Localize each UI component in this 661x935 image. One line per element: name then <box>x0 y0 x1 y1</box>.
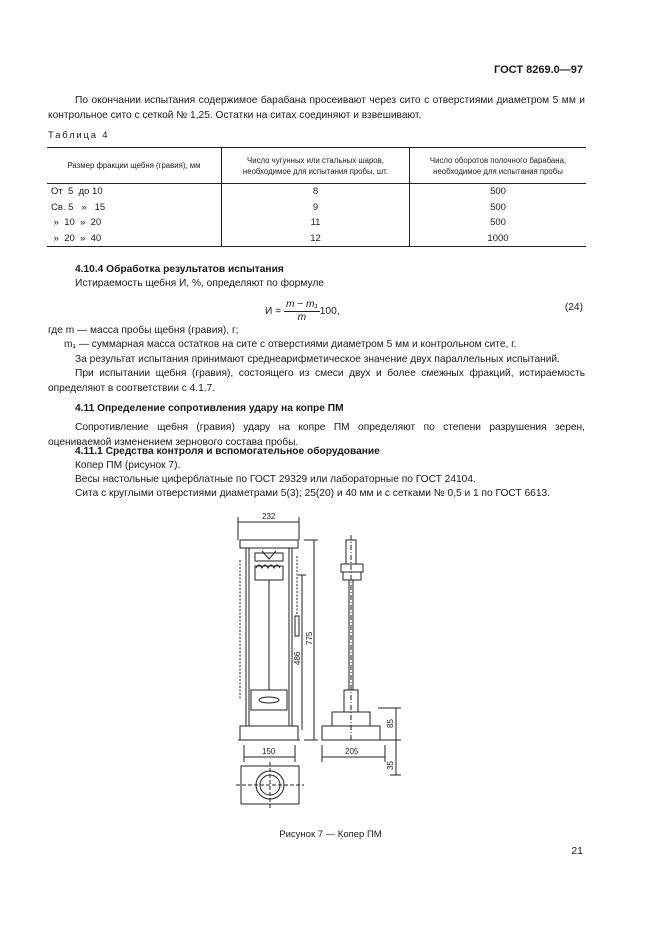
equipment-item: Весы настольные циферблатные по ГОСТ 29329 или лабораторные по ГОСТ 24104. <box>75 474 476 485</box>
table-cell: Св. 5 » 15 <box>51 201 106 213</box>
formula-24 <box>265 299 340 324</box>
table-cell: 8 <box>222 184 410 200</box>
table-cell: » 20 » 40 <box>47 231 222 247</box>
formula-fraction <box>284 299 320 324</box>
table-cell: 12 <box>222 231 410 247</box>
page-number: 21 <box>571 845 583 857</box>
table-row <box>47 231 586 247</box>
formula-rhs: 100, <box>319 306 340 318</box>
table-cell: 9 <box>222 200 410 216</box>
formula-denominator: m <box>297 312 307 323</box>
equipment-item: Копер ПМ (рисунок 7). <box>75 460 181 471</box>
table-row <box>47 200 586 216</box>
table-cell: 500 <box>410 215 587 231</box>
table-cell: 500 <box>410 200 587 216</box>
table-cell: 11 <box>222 215 410 231</box>
dim-side-h1: 85 <box>386 719 395 728</box>
table-header-revolutions: Число оборотов полочного барабана, необходимое для испытания пробы <box>410 148 587 184</box>
dim-height-total: 775 <box>305 631 314 645</box>
formula-intro: Истираемость щебня И, %, определяют по формуле <box>75 278 324 289</box>
table-row <box>47 215 586 231</box>
figure-7-drawing <box>225 505 415 823</box>
document-header: ГОСТ 8269.0—97 <box>494 64 583 76</box>
equipment-item: Сита с круглыми отверстиями диаметрами 5(3); 25(20) и 40 мм и с сетками № 0,5 и 1 по ГОСТ 6613. <box>75 488 550 499</box>
dim-base-width: 150 <box>262 747 276 756</box>
table-header-fraction: Размер фракции щебня (гравия), мм <box>47 148 222 184</box>
paragraph-mixture: При испытании щебня (гравия), состоящего из смеси двух и более смежных фракций, истираемость определяют в соответствии с 4.1.7. <box>48 368 585 394</box>
heading-4-11-1: 4.11.1 Средства контроля и вспомогательное оборудование <box>75 446 380 457</box>
table-row <box>47 184 586 200</box>
dim-side-h2: 35 <box>386 761 395 770</box>
table-cell: 500 <box>410 184 587 200</box>
equation-number: (24) <box>564 302 583 313</box>
dim-side-width: 205 <box>345 747 359 756</box>
table-caption: Таблица 4 <box>48 130 110 141</box>
table-header-balls: Число чугунных или стальных шаров, необходимое для испытания пробы, шт. <box>222 148 410 184</box>
figure-caption: Рисунок 7 — Копер ПМ <box>279 829 382 840</box>
where-m: где m — масса пробы щебня (гравия), г; <box>48 325 239 336</box>
table-cell: 1000 <box>410 231 587 247</box>
dim-top-width: 232 <box>262 512 276 521</box>
heading-4-10-4: 4.10.4 Обработка результатов испытания <box>75 264 284 275</box>
heading-4-11: 4.11 Определение сопротивления удару на копре ПМ <box>75 403 344 414</box>
formula-numerator: m − m₁ <box>285 299 318 310</box>
paragraph-result: За результат испытания принимают среднеарифметическое значение двух параллельных испытаний. <box>75 354 560 365</box>
table-4 <box>47 147 586 247</box>
table-cell: От 5 до 10 <box>51 186 103 198</box>
where-m1: m₁ — суммарная масса остатков на сите с отверстиями диаметром 5 мм и контрольном сите, г. <box>64 339 517 350</box>
formula-lhs: И = <box>265 306 282 318</box>
paragraph-sieving: По окончании испытания содержимое барабана просеивают через сито с отверстиями диаметром 5 мм и контрольное сито с сеткой № 1,25. Остатки на ситах соединяют и взвешивают. <box>48 95 585 121</box>
dim-height-inner: 486 <box>293 651 302 665</box>
table-cell: » 10 » 20 <box>51 217 102 229</box>
paragraph-impact: Сопротивление щебня (гравия) удару на копре ПМ определяют по степени разрушения зерен, оцениваемой изменением зернового состава пробы. <box>48 422 585 448</box>
